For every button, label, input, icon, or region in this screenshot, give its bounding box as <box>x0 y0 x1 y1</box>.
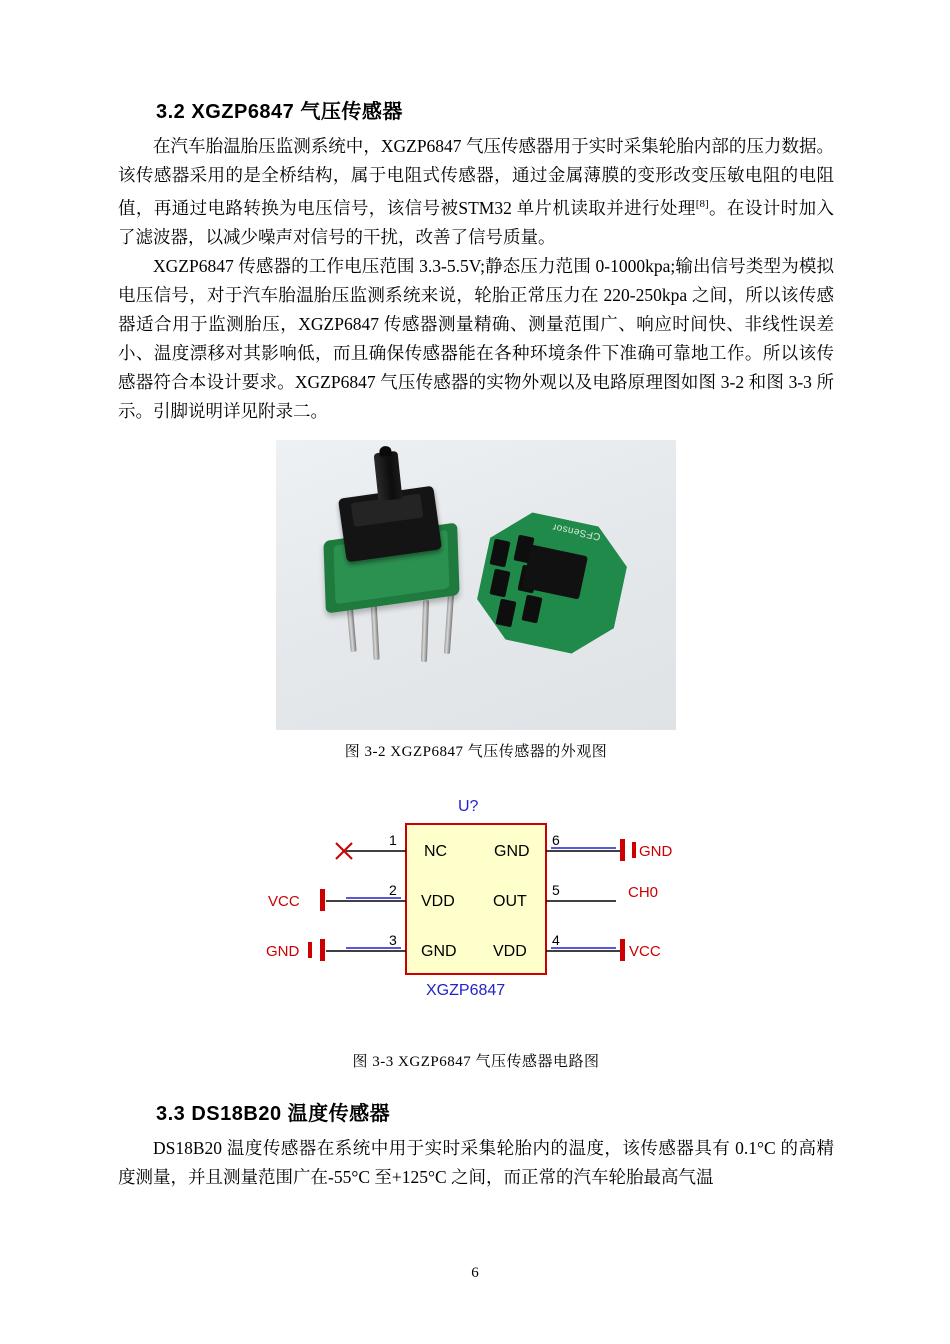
sensor-photo <box>276 440 676 730</box>
pin-number-1: 1 <box>389 831 397 848</box>
pin-number-2: 2 <box>389 881 397 898</box>
schematic-diagram <box>196 779 756 1034</box>
net-label-gnd-left: GND <box>266 942 300 960</box>
figure-caption-3-3: 图 3-3 XGZP6847 气压传感器电路图 <box>352 1053 600 1070</box>
paragraph-3-2-2: XGZP6847 传感器的工作电压范围 3.3-5.5V;静态压力范围 0-1000kpa;输出信号类型为模拟电压信号，对于汽车胎温胎压监测系统来说，轮胎正常压力在 220-250kpa 之间，所以该传感器适合用于监测胎压，XGZP6847 传感器测量精确、测量范围广、响应时间快、非线性误差小、温度漂移对其影响低，而且确保传感器能在各种环境条件下准确可靠地工作。所以该传感器符合本设计要求。XGZP6847 气压传感器的实物外观以及电路原理图如图 3-2 和图 3-3 所示。引脚说明详见附录二。 <box>118 255 834 421</box>
pin-name-vdd-right: VDD <box>493 942 527 960</box>
port-bar-gnd-right <box>620 839 625 861</box>
paragraph-3-3-1: DS18B20 温度传感器在系统中用于实时采集轮胎内的温度，该传感器具有 0.1°C 的高精度测量，并且测量范围广在-55°C 至+125°C 之间，而正常的汽车轮胎最高气温 <box>118 1137 834 1187</box>
net-label-ch0: CH0 <box>628 883 659 901</box>
pin-name-vdd-left: VDD <box>421 892 455 910</box>
pin-icon <box>421 600 429 662</box>
port-bar-vcc-right <box>620 939 625 961</box>
port-tick-gnd-left <box>308 942 312 958</box>
pin-icon <box>444 592 454 654</box>
pin-name-out: OUT <box>493 892 527 910</box>
page-content <box>118 95 834 1192</box>
reference-marker: [8] <box>695 198 709 210</box>
net-label-vcc-left: VCC <box>268 892 300 910</box>
part-label: XGZP6847 <box>426 981 506 999</box>
figure-caption-3-2: 图 3-2 XGZP6847 气压传感器的外观图 <box>344 743 608 760</box>
figure-3-3 <box>118 779 834 1071</box>
pin-number-3: 3 <box>389 931 397 948</box>
pin-number-6: 6 <box>552 831 560 848</box>
section-heading-3-3: 3.3 DS18B20 温度传感器 <box>156 1102 391 1125</box>
section-heading-3-2: 3.2 XGZP6847 气压传感器 <box>156 101 403 123</box>
paragraph-3-2-1 <box>118 132 834 252</box>
paragraph-text-cont: 。在设计时加入了滤波器，以减少噪声对信号的干扰，改善了信号质量。 <box>118 197 835 247</box>
port-bar-vcc-left <box>320 889 325 911</box>
pin-name-nc: NC <box>424 842 448 860</box>
paragraph-text: 在汽车胎温胎压监测系统中，XGZP6847 气压传感器用于实时采集轮胎内部的压力数据。该传感器采用的是全桥结构，属于电阻式传感器，通过金属薄膜的变形改变压敏电阻的电阻值，再通过电路转换为电压信号，该信号被STM32 单片机读取并进行处理 <box>118 136 834 218</box>
pressure-port-icon <box>374 451 403 501</box>
figure-3-2 <box>118 440 834 761</box>
pin-number-4: 4 <box>552 931 560 948</box>
designator-label: U? <box>458 797 479 815</box>
port-bar-gnd-left <box>320 939 325 961</box>
page-number: 6 <box>471 1265 479 1281</box>
net-label-vcc-right: VCC <box>629 942 661 960</box>
schematic-svg <box>196 779 756 1029</box>
silkscreen-label: CFSensor <box>551 520 602 542</box>
net-label-gnd-right: GND <box>639 842 673 860</box>
pin-number-5: 5 <box>552 881 560 898</box>
port-tick-gnd-right <box>632 842 636 858</box>
pin-name-gnd-left: GND <box>421 942 457 960</box>
pin-name-gnd-right: GND <box>494 842 530 860</box>
